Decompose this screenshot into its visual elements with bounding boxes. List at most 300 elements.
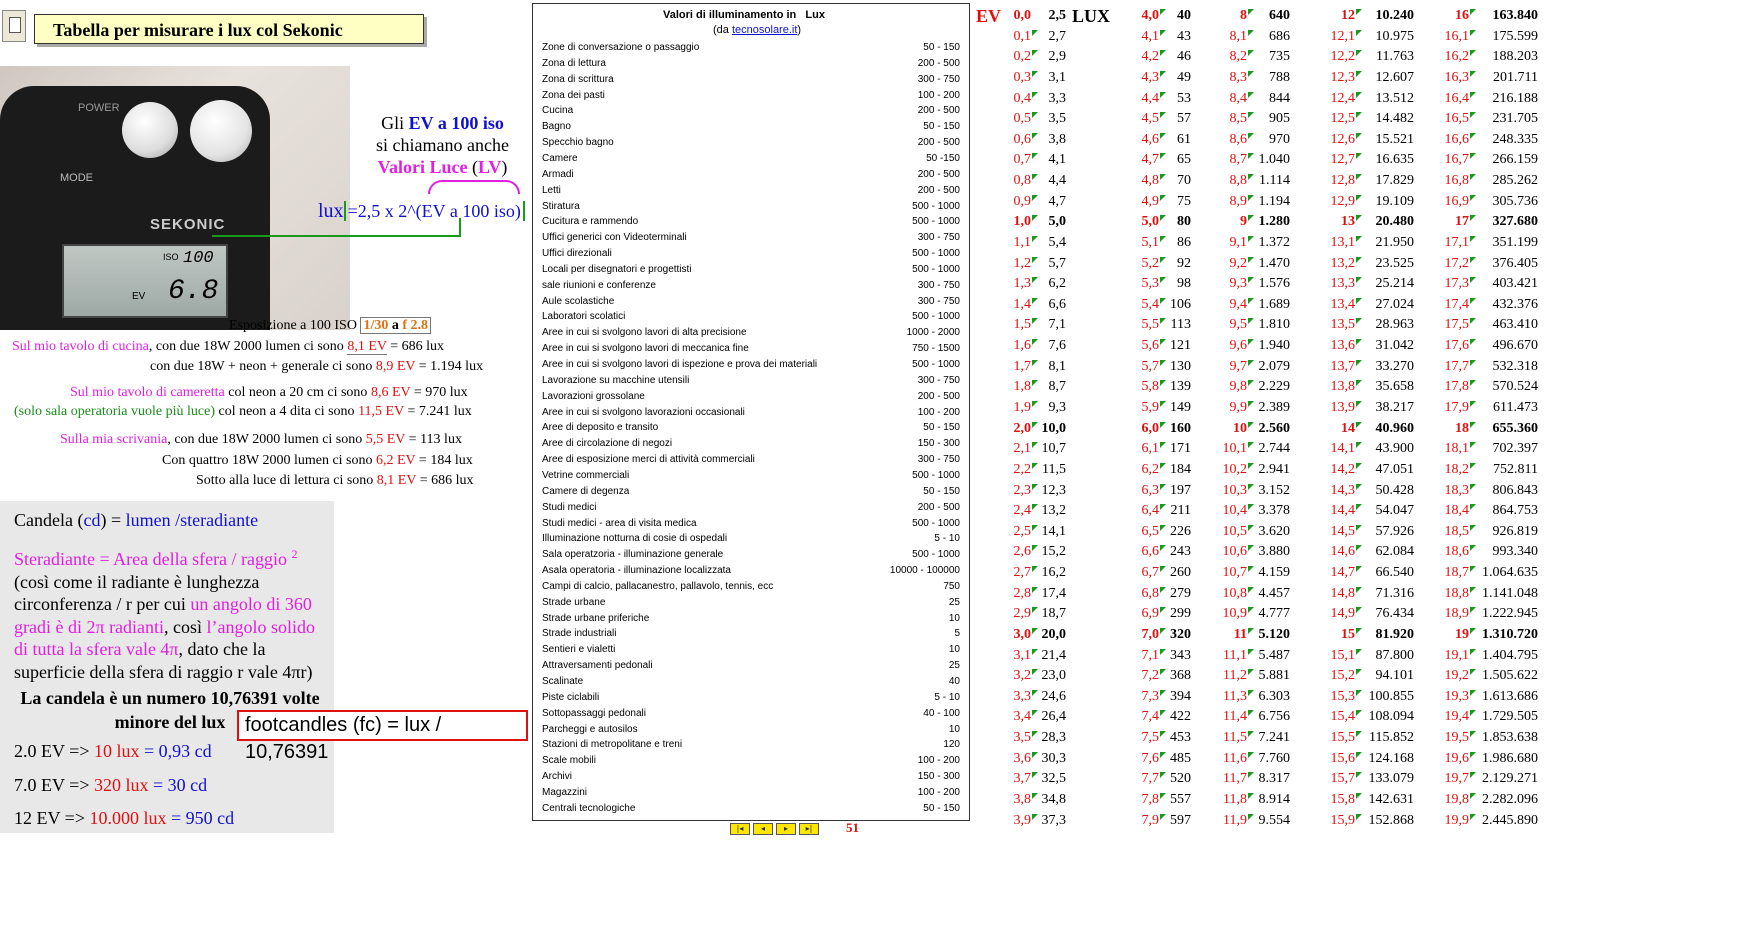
ev-value: 17,7	[1444, 358, 1469, 374]
lux-table-value: 200 - 500	[917, 57, 960, 69]
lux-value: 3,3	[1048, 90, 1066, 106]
lux-value: 788	[1269, 69, 1290, 85]
lux-value: 4,4	[1048, 173, 1066, 188]
ev-note	[360, 112, 525, 178]
ev-value: 14,6	[1330, 544, 1355, 560]
meter-iso-value: 100	[183, 249, 214, 268]
lux-value: 485	[1170, 750, 1191, 766]
room-line	[60, 432, 462, 448]
lux-value: 970	[1269, 131, 1290, 147]
lux-table-row	[542, 103, 960, 119]
ev-value: 19,6	[1444, 750, 1469, 766]
lux-value: 2.560	[1258, 420, 1290, 436]
lux-value: 124.168	[1368, 750, 1414, 766]
lux-table-area: Stiratura	[542, 200, 580, 212]
lux-table-value: 100 - 200	[917, 755, 960, 767]
ev-value: 9	[1240, 214, 1247, 230]
lux-value: 33.270	[1375, 358, 1414, 374]
ev-value: 15,8	[1330, 791, 1355, 807]
lux-table-value: 50 - 150	[923, 485, 960, 497]
lux-value: 11.763	[1376, 49, 1414, 65]
lux-value: 7,1	[1048, 317, 1066, 333]
ev-value: 2,1	[1013, 441, 1031, 457]
source-link[interactable]: tecnosolare.it	[731, 24, 798, 36]
lux-value: 65	[1177, 152, 1191, 168]
lux-table-area: Letti	[542, 184, 561, 196]
ev-value: 18,5	[1444, 523, 1469, 539]
steradian-p1-hl: un angolo di 360 gradi è di 2π radianti	[14, 594, 312, 637]
lux-value: 43.900	[1375, 441, 1414, 457]
ev-value: 12,8	[1330, 173, 1355, 188]
ev-value: 12,1	[1330, 28, 1355, 44]
lux-value: 34,8	[1041, 791, 1066, 807]
lux-value: 1.141.048	[1482, 585, 1538, 601]
ev-value: 17,5	[1444, 317, 1469, 333]
ev-value: 4,0	[1141, 8, 1159, 23]
ev-value: 17,4	[1444, 296, 1469, 312]
ev-value: 0,3	[1013, 69, 1031, 85]
ev-value: 7,1	[1141, 647, 1159, 663]
lux-value: 28.963	[1375, 317, 1414, 333]
lux-value: 1.222.945	[1482, 606, 1538, 622]
candela-pre: Candela (	[14, 510, 84, 530]
ev-value: 1,8	[1013, 379, 1031, 395]
lux-value: 597	[1170, 812, 1191, 828]
lux-value: 86	[1177, 234, 1191, 250]
lux-table-row	[542, 373, 960, 389]
ev-value: 5,2	[1141, 255, 1159, 271]
lux-value: 376.405	[1492, 255, 1538, 271]
cd-example-cd: 950 cd	[185, 808, 235, 828]
lux-table-row	[542, 309, 960, 325]
ev-value: 5,1	[1141, 234, 1159, 250]
lux-value: 54.047	[1375, 503, 1414, 519]
ev-value: 8,4	[1229, 90, 1247, 106]
lux-table-row	[542, 642, 960, 658]
lux-value: 108.094	[1368, 709, 1414, 725]
lux-table-row	[542, 626, 960, 642]
lux-value: 453	[1170, 730, 1191, 745]
lux-table-row	[542, 531, 960, 547]
ev-value: 10,2	[1222, 461, 1247, 477]
ev-value: 1,4	[1013, 296, 1031, 312]
lux-value: 299	[1170, 606, 1191, 622]
lux-value: 35.658	[1375, 379, 1414, 395]
lux-table-area: Aree in cui si svolgono lavori di ispezione e prova dei materiali	[542, 359, 818, 370]
lux-table-area: Camere	[542, 152, 578, 164]
exposure-a: a	[388, 318, 403, 333]
lux-value: 3,1	[1048, 69, 1066, 85]
lux-table-area: Scalinate	[542, 676, 584, 687]
lux-table-area: Locali per disegnatori e progettisti	[542, 263, 692, 275]
lux-table-value: 300 - 750	[917, 295, 960, 307]
ev-value: 19,9	[1444, 812, 1469, 828]
lux-value: 26,4	[1041, 709, 1066, 725]
steradian-definition	[14, 543, 332, 683]
nav-next-button[interactable]: ▸	[776, 823, 796, 835]
ev-value: 11	[1233, 626, 1247, 642]
lux-value: 243	[1170, 544, 1191, 560]
meter-brand: SEKONIC	[150, 216, 226, 233]
ev-value: 18,8	[1444, 585, 1469, 601]
lux-value: 16.635	[1375, 152, 1414, 168]
lux-value: 422	[1170, 709, 1191, 725]
lux-value: 8,7	[1048, 379, 1066, 395]
ev-value: 11,1	[1223, 647, 1247, 663]
lux-value: 1.810	[1258, 317, 1290, 333]
ev-value: 6,5	[1141, 523, 1159, 539]
ev-value: 10,9	[1222, 606, 1247, 622]
lux-value: 12.607	[1375, 69, 1414, 85]
candela-ratio: La candela è un numero 10,76391 volte minore del lux	[20, 688, 320, 732]
lux-table-row	[542, 341, 960, 357]
lux-table-row	[542, 658, 960, 674]
lux-table-area: Zona di lettura	[542, 57, 606, 69]
lux-value: 905	[1269, 111, 1290, 127]
lux-value: 28,3	[1041, 730, 1066, 745]
ev-value: 6,4	[1141, 503, 1159, 519]
ev-value: 11,3	[1223, 688, 1247, 704]
lux-value: 1.372	[1258, 234, 1290, 250]
nav-last-button[interactable]: ▸|	[799, 823, 819, 835]
ev-value: 7,0	[1141, 626, 1159, 642]
lux-value: 211	[1170, 503, 1191, 519]
lux-value: 2.079	[1258, 358, 1290, 374]
ev-value: 8,9	[1229, 193, 1247, 209]
room-text: Sotto alla luce di lettura ci sono	[196, 473, 377, 488]
lux-table-area: Specchio bagno	[542, 137, 614, 149]
lux-table-row	[542, 199, 960, 215]
lux-value: 226	[1170, 523, 1191, 539]
lux-value: 570.524	[1492, 379, 1538, 395]
lux-value: 53	[1177, 90, 1191, 106]
lux-table-value: 500 - 1000	[912, 200, 960, 212]
ev-value: 17	[1455, 214, 1469, 230]
lux-value: 864.753	[1492, 503, 1538, 519]
lux-value: 1.470	[1258, 255, 1290, 271]
lux-value: 23,0	[1041, 668, 1066, 684]
ev-value: 18,1	[1444, 441, 1469, 457]
lux-table-row	[542, 214, 960, 230]
lux-value: 175.599	[1492, 28, 1538, 44]
cd-example-ev: 7.0 EV =>	[14, 775, 94, 795]
nav-first-button[interactable]: |◂	[730, 823, 750, 835]
steradian-p1: (così come il radiante è lunghezza circonferenza / r per cui	[14, 571, 260, 614]
cd-example-lux: 10.000 lux	[89, 808, 167, 828]
lux-table-area: Aree di esposizione merci di attività commerciali	[542, 454, 755, 466]
lux-table-row	[542, 563, 960, 579]
ev-value: 16,1	[1444, 28, 1469, 44]
lux-value: 351.199	[1492, 234, 1538, 250]
lux-table-value: 500 - 1000	[912, 469, 960, 481]
ev-value: 5,8	[1141, 379, 1159, 395]
room-ev: 8,1 EV	[347, 339, 387, 354]
lux-table-row	[542, 72, 960, 88]
ev-value: 1,6	[1013, 338, 1031, 354]
lux-value: 320	[1170, 626, 1191, 642]
ev-value: 19,8	[1444, 791, 1469, 807]
lux-value: 11,5	[1042, 461, 1066, 477]
lux-value: 993.340	[1492, 544, 1538, 560]
room-lux: = 184 lux	[415, 453, 473, 468]
ev-value: 4,5	[1141, 111, 1159, 127]
light-meter-photo	[0, 66, 350, 330]
ev-value: 10,5	[1222, 523, 1247, 539]
ev-value: 8,5	[1229, 111, 1247, 127]
ev-value: 13,8	[1330, 379, 1355, 395]
ev-value: 15,3	[1330, 688, 1355, 704]
lux-table-area: Vetrine commerciali	[542, 469, 630, 481]
lux-table-row	[542, 405, 960, 421]
lux-value: 1.194	[1258, 193, 1290, 209]
lux-value: 640	[1269, 8, 1290, 23]
ev-value: 11,2	[1223, 668, 1247, 684]
ev-value: 3,5	[1013, 730, 1031, 745]
lux-value: 80	[1177, 214, 1191, 230]
ev-value: 7,3	[1141, 688, 1159, 704]
document-icon[interactable]	[2, 10, 26, 42]
nav-prev-button[interactable]: ◂	[753, 823, 773, 835]
ev-value: 2,3	[1013, 482, 1031, 498]
lux-value: 752.811	[1493, 461, 1538, 477]
lux-table-area: Uffici direzionali	[542, 248, 612, 259]
lux-table-row	[542, 579, 960, 595]
lux-value: 1.114	[1259, 173, 1290, 188]
brace-icon	[428, 180, 520, 194]
candela-post: ) =	[100, 510, 126, 530]
lux-table-row	[542, 468, 960, 484]
room-ev: 8,6 EV	[370, 385, 411, 400]
lux-value: 40	[1177, 8, 1191, 23]
lux-value: 27.024	[1375, 296, 1414, 312]
lux-table-area: Aree in cui si svolgono lavori di alta precisione	[542, 327, 747, 339]
lux-table-row	[542, 135, 960, 151]
lux-table-value: 750 - 1500	[912, 343, 960, 355]
lux-table-area: Aule scolastiche	[542, 295, 615, 307]
lux-table-area: Illuminazione notturna di cosie di ospedali	[542, 533, 728, 545]
lux-value: 7,6	[1048, 338, 1066, 354]
ev-value: 16,6	[1444, 131, 1469, 147]
ev-value: 6,0	[1141, 420, 1159, 436]
ev-value: 10,3	[1222, 482, 1247, 498]
meter-button-small	[122, 102, 178, 158]
lux-value: 57.926	[1375, 523, 1414, 539]
ev-note-valori-luce: Valori Luce	[377, 157, 468, 177]
lux-value: 4,1	[1048, 152, 1066, 168]
lux-value: 71.316	[1375, 585, 1414, 601]
room-line	[12, 339, 444, 355]
lux-table-area: Magazzini	[542, 786, 588, 798]
lux-value: 12,3	[1041, 482, 1066, 498]
lux-value: 49	[1177, 69, 1191, 85]
lux-table-area: Lavorazioni grossolane	[542, 390, 645, 402]
lux-value: 115.852	[1369, 730, 1414, 745]
lux-value: 18,7	[1041, 606, 1066, 622]
lux-value: 1.940	[1258, 338, 1290, 354]
lux-value: 1.576	[1258, 276, 1290, 292]
ev-value: 0,8	[1013, 173, 1031, 188]
room-ev: 8,1 EV	[376, 473, 417, 488]
lux-value: 2.445.890	[1482, 812, 1538, 828]
lux-value: 231.705	[1492, 111, 1538, 127]
lux-value: 9,3	[1048, 400, 1066, 415]
lux-table-value: 300 - 750	[917, 232, 960, 244]
lux-value: 1.505.622	[1482, 668, 1538, 684]
lux-table-value: 200 - 500	[917, 390, 960, 402]
lux-value: 130	[1170, 358, 1191, 374]
lux-value: 23.525	[1375, 255, 1414, 271]
lux-value: 6,2	[1048, 276, 1066, 292]
lux-value: 47.051	[1375, 461, 1414, 477]
lux-table-value: 200 - 500	[917, 501, 960, 513]
lux-table-value: 10000 - 100000	[889, 565, 960, 576]
cd-example-eq: =	[139, 741, 159, 761]
lux-table-value: 500 - 1000	[912, 517, 960, 529]
ev-value: 7,4	[1141, 709, 1159, 725]
lux-value: 8.317	[1258, 771, 1290, 787]
lux-value: 4,7	[1048, 193, 1066, 209]
lux-value: 806.843	[1492, 482, 1538, 498]
lux-value: 2.744	[1258, 441, 1290, 457]
ev-value: 13,7	[1330, 358, 1355, 374]
lux-value: 10,0	[1041, 420, 1066, 436]
lux-table-area: Piste ciclabili	[542, 691, 600, 703]
exposure-line	[229, 318, 431, 334]
ev-value: 13,1	[1330, 234, 1355, 250]
ev-value: 19,3	[1444, 688, 1469, 704]
room-text: col neon a 4 dita ci sono	[214, 404, 359, 419]
lux-table-value: 300 - 750	[917, 73, 960, 85]
lux-value: 248.335	[1492, 131, 1538, 147]
lux-value: 21,4	[1041, 647, 1066, 663]
lux-value: 2,9	[1048, 49, 1066, 65]
lux-value: 1.729.505	[1482, 709, 1538, 725]
lux-value: 16,2	[1041, 565, 1066, 580]
ev-value: 17,1	[1444, 234, 1469, 250]
lux-value: 216.188	[1492, 90, 1538, 106]
lux-value: 7.760	[1258, 750, 1290, 766]
lux-table-area: Sottopassaggi pedonali	[542, 707, 646, 719]
cd-example-row	[14, 775, 207, 796]
room-line	[14, 404, 472, 420]
ev-value: 14	[1341, 420, 1355, 436]
lux-table-row	[542, 611, 960, 627]
lux-table-row	[542, 325, 960, 341]
lux-table-value: 50 - 150	[923, 42, 960, 53]
lux-value: 3,5	[1048, 111, 1066, 127]
ev-value: 16,9	[1444, 193, 1469, 209]
lux-table-area: Scale mobili	[542, 755, 596, 767]
ev-value: 9,8	[1229, 379, 1247, 395]
ev-value: 5,4	[1141, 296, 1159, 312]
lux-table-value: 500 - 1000	[912, 311, 960, 323]
room-text: , con due 18W 2000 lumen ci sono	[167, 432, 366, 447]
lux-table-row	[542, 183, 960, 199]
room-text: , con due 18W 2000 lumen ci sono	[148, 339, 348, 354]
lux-value: 3.378	[1258, 503, 1290, 519]
ev-value: 2,5	[1013, 523, 1031, 539]
lux-table-value: 200 - 500	[917, 137, 960, 149]
ev-value: 9,2	[1229, 255, 1247, 271]
room-line	[150, 359, 483, 375]
ev-value: 17,8	[1444, 379, 1469, 395]
lux-value: 2.941	[1258, 461, 1290, 477]
lux-value: 496.670	[1492, 338, 1538, 354]
ev-value: 16	[1455, 8, 1469, 23]
lux-table-area: Strade urbane	[542, 596, 606, 608]
ev-value: 1,2	[1013, 255, 1031, 271]
steradian-def: Steradiante = Area della sfera / raggio	[14, 549, 292, 569]
ev-value: 1,0	[1013, 214, 1031, 230]
lux-table-row	[542, 706, 960, 722]
meter-power-label: POWER	[78, 102, 120, 114]
ev-value: 11,7	[1223, 771, 1247, 787]
lux-value: 62.084	[1375, 544, 1414, 560]
lux-table-row	[542, 56, 960, 72]
ev-value: 16,8	[1444, 173, 1469, 188]
lux-value: 171	[1170, 441, 1191, 457]
ev-value: 1,5	[1013, 317, 1031, 333]
meter-iso-label: ISO	[163, 252, 179, 262]
cd-example-row	[14, 741, 212, 762]
lux-table-area: Aree in cui si svolgono lavorazioni occasionali	[542, 406, 745, 418]
ev-value: 5,6	[1141, 338, 1159, 354]
ev-value: 14,5	[1330, 523, 1355, 539]
lux-value: 2.129.271	[1482, 771, 1538, 787]
lux-table-value: 300 - 750	[917, 279, 960, 291]
ev-note-highlight: EV a 100 iso	[408, 113, 504, 133]
lux-value: 1.404.795	[1482, 647, 1538, 663]
lux-value: 100.855	[1368, 688, 1414, 704]
ev-value: 13	[1341, 214, 1355, 230]
lux-value: 66.540	[1375, 565, 1414, 580]
ev-value: 4,1	[1141, 28, 1159, 44]
room-ev: 8,9 EV	[375, 359, 416, 374]
lux-value: 5.487	[1258, 647, 1290, 663]
lux-table-value: 500 - 1000	[912, 248, 960, 259]
ev-value: 4,8	[1141, 173, 1159, 188]
lux-table-row	[542, 452, 960, 468]
ev-value: 10,1	[1222, 441, 1247, 457]
exposure-aperture: f 2.8	[402, 318, 428, 333]
lux-table-value: 100 - 200	[917, 89, 960, 101]
meter-dome	[190, 100, 252, 162]
ev-value: 8	[1240, 8, 1247, 23]
lux-value: 2,5	[1048, 8, 1066, 23]
ev-value: 4,6	[1141, 131, 1159, 147]
lux-value: 4.457	[1258, 585, 1290, 601]
lux-value: 21.950	[1375, 234, 1414, 250]
ev-value: 4,2	[1141, 49, 1159, 65]
ev-header: EV	[976, 6, 1002, 26]
lux-table-area: Aree di circolazione di negozi	[542, 438, 673, 450]
page-number: 51	[846, 820, 859, 835]
lux-value: 1.613.686	[1482, 688, 1538, 704]
ev-value: 15,4	[1330, 709, 1355, 725]
lux-table-area: Bagno	[542, 121, 571, 133]
lux-value: 43	[1177, 28, 1191, 44]
lux-table-area: Cucitura e rammendo	[542, 216, 639, 228]
lux-table-row	[542, 167, 960, 183]
lux-value: 1.986.680	[1482, 750, 1538, 766]
lux-table-row	[542, 357, 960, 373]
ev-note-paren-open: (	[467, 157, 478, 177]
lux-table-title: Valori di illuminamento in Lux	[663, 9, 825, 21]
ev-value: 0,2	[1013, 49, 1031, 65]
lux-value: 735	[1269, 49, 1290, 65]
lux-value: 38.217	[1375, 400, 1414, 415]
lux-table-area: Aree in cui si svolgono lavori di meccanica fine	[542, 343, 749, 355]
